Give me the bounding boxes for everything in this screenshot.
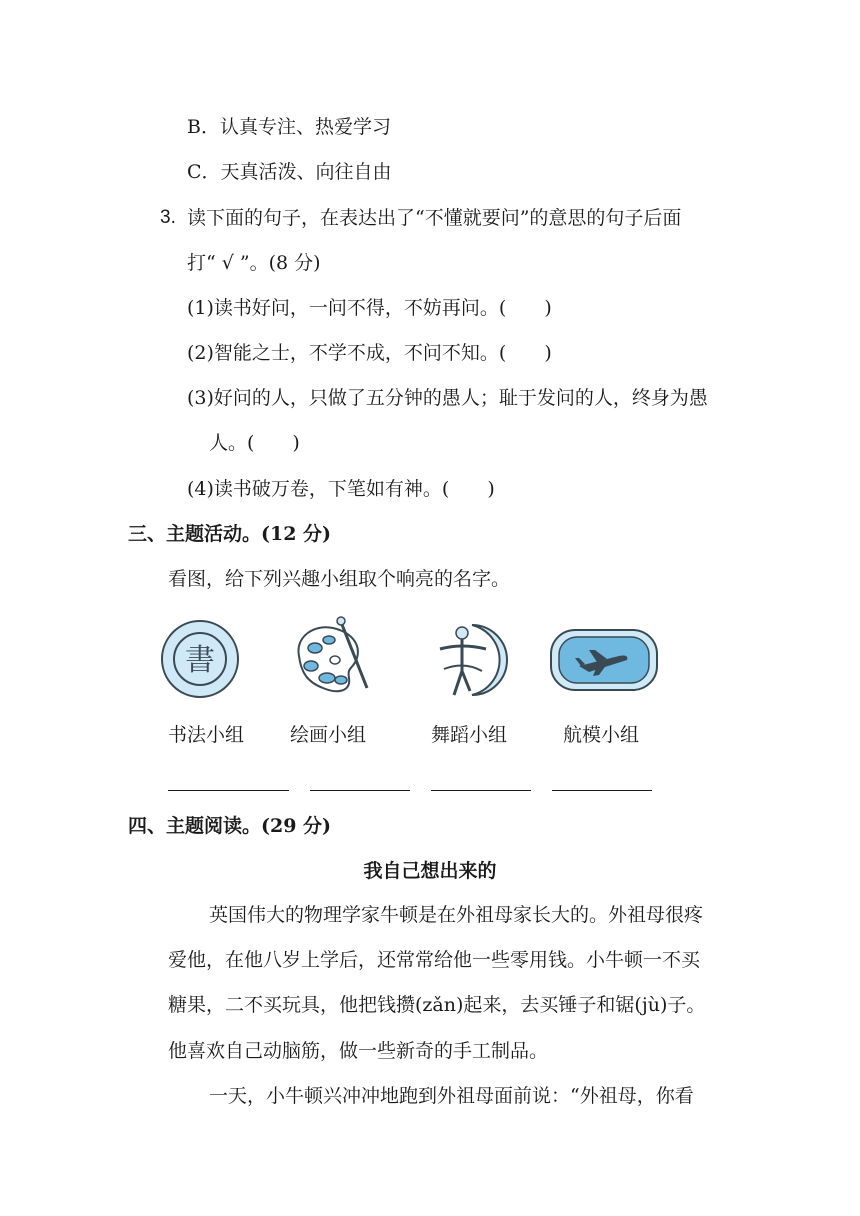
answer-blank-4[interactable] <box>552 790 652 791</box>
question-3-item-3-cont: 人。( ) <box>209 432 300 454</box>
group-label-dance: 舞蹈小组 <box>431 724 508 746</box>
section-3-instruction: 看图，给下列兴趣小组取个响亮的名字。 <box>168 568 511 590</box>
question-3-item-1: (1)读书好问，一问不得，不妨再问。( ) <box>187 297 552 319</box>
group-label-calligraphy: 书法小组 <box>168 724 245 746</box>
passage-line-3: 糖果，二不买玩具，他把钱攒(zǎn)起来，去买锤子和锯(jù)子。 <box>168 994 706 1016</box>
passage-title: 我自己想出来的 <box>363 860 497 882</box>
paint-palette-icon <box>291 614 373 700</box>
passage-line-2: 爱他，在他八岁上学后，还常常给他一些零用钱。小牛顿一不买 <box>168 949 701 971</box>
dancer-icon <box>432 619 508 701</box>
question-3-item-3: (3)好问的人，只做了五分钟的愚人；耻于发问的人，终身为愚 <box>187 387 708 409</box>
passage-line-5: 一天，小牛顿兴冲冲地跑到外祖母面前说：“外祖母，你看 <box>209 1085 694 1107</box>
svg-text:書: 書 <box>185 643 215 678</box>
answer-blank-2[interactable] <box>310 790 410 791</box>
question-3-item-4: (4)读书破万卷，下笔如有神。( ) <box>187 478 495 500</box>
question-3-stem-line2: 打“ √ ”。(8 分) <box>187 252 321 274</box>
group-label-painting: 绘画小组 <box>290 724 367 746</box>
passage-line-4: 他喜欢自己动脑筋，做一些新奇的手工制品。 <box>168 1040 549 1062</box>
question-3-item-2: (2)智能之士，不学不成，不问不知。( ) <box>187 342 552 364</box>
question-3-stem-line1: 读下面的句子，在表达出了“不懂就要问”的意思的句子后面 <box>187 207 682 229</box>
answer-blank-1[interactable] <box>168 790 289 791</box>
passage-line-1: 英国伟大的物理学家牛顿是在外祖母家长大的。外祖母很疼 <box>209 904 704 926</box>
option-c: C．天真活泼、向往自由 <box>187 161 392 183</box>
answer-blank-3[interactable] <box>431 790 531 791</box>
calligraphy-seal-icon <box>160 619 240 699</box>
option-b: B．认真专注、热爱学习 <box>187 116 391 138</box>
group-label-aeromodel: 航模小组 <box>563 724 640 746</box>
question-3-number: 3. <box>160 207 176 228</box>
airplane-icon <box>549 628 659 692</box>
section-4-heading: 四、主题阅读。(29 分) <box>128 815 332 837</box>
section-3-heading: 三、主题活动。(12 分) <box>128 523 332 545</box>
